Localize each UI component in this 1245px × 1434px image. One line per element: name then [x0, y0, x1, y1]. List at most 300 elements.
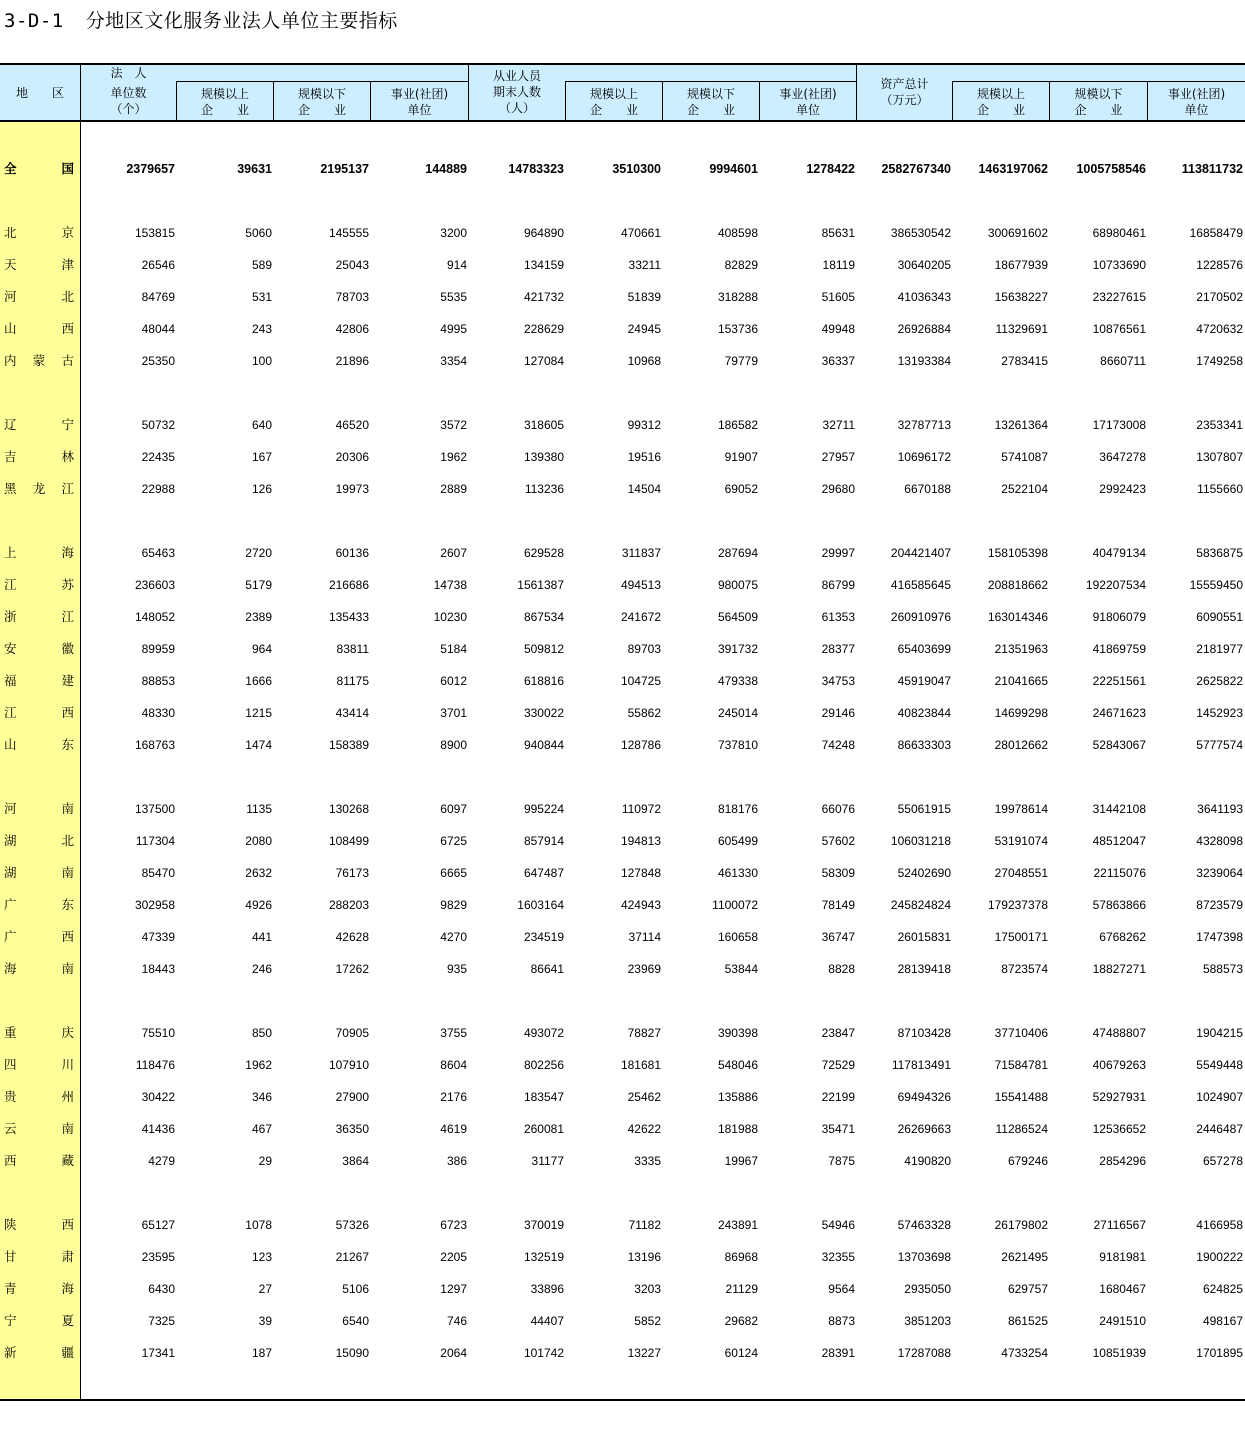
region-name [4, 633, 74, 665]
value-cell: 57602 [821, 834, 855, 848]
value-cell: 3239064 [1196, 866, 1243, 880]
value-cell: 9829 [440, 898, 467, 912]
value-cell: 311837 [621, 546, 661, 560]
value-cell: 13193384 [897, 354, 951, 368]
value-cell: 6725 [440, 834, 467, 848]
header-employees-small: 规模以下 企 业 [686, 86, 735, 117]
value-cell: 3572 [440, 418, 467, 432]
region-name [4, 569, 74, 601]
region-name-char: 龙 [32, 481, 46, 496]
value-cell: 44407 [530, 1314, 564, 1328]
value-cell: 1747398 [1196, 930, 1243, 944]
region-name [4, 665, 74, 697]
value-cell: 318605 [523, 418, 564, 432]
value-cell: 13703698 [897, 1250, 951, 1264]
value-cell: 65127 [141, 1218, 175, 1232]
value-cell: 21041665 [994, 674, 1048, 688]
value-cell: 33211 [628, 258, 661, 272]
value-cell: 126 [251, 482, 272, 496]
value-cell: 4619 [440, 1122, 467, 1136]
table-row [0, 665, 1245, 697]
table-row [0, 217, 1245, 249]
value-cell: 4166958 [1196, 1218, 1243, 1232]
value-cell: 47339 [141, 930, 175, 944]
value-cell: 36747 [821, 930, 855, 944]
value-cell: 33896 [530, 1282, 564, 1296]
value-cell: 23227615 [1092, 290, 1146, 304]
value-cell: 1005758546 [1076, 162, 1146, 176]
value-cell: 45919047 [897, 674, 951, 688]
value-cell: 2720 [245, 546, 272, 560]
region-name-char: 南 [61, 865, 74, 880]
value-cell: 3755 [440, 1026, 467, 1040]
value-cell: 29682 [724, 1314, 758, 1328]
value-cell: 408598 [717, 226, 758, 240]
value-cell: 302958 [134, 898, 175, 912]
value-cell: 1680467 [1099, 1282, 1146, 1296]
value-cell: 940844 [523, 738, 564, 752]
value-cell: 1307807 [1196, 450, 1243, 464]
header-employees: 从业人员 期末人数 （人） [492, 69, 541, 115]
header-employees-institution: 事业(社团) 单位 [779, 86, 837, 117]
value-cell: 104725 [620, 674, 661, 688]
header-assets-small: 规模以下 企 业 [1074, 86, 1123, 117]
value-cell: 89959 [141, 642, 175, 656]
value-cell: 14504 [627, 482, 661, 496]
region-name [4, 345, 74, 377]
value-cell: 32711 [822, 418, 855, 432]
value-cell: 84769 [141, 290, 175, 304]
value-cell: 13227 [627, 1346, 661, 1360]
value-cell: 11286524 [995, 1122, 1048, 1136]
region-name-char: 吉 [4, 449, 17, 464]
value-cell: 4733254 [1001, 1346, 1048, 1360]
region-name-char: 林 [61, 449, 74, 464]
region-name-char: 辽 [4, 417, 17, 432]
value-cell: 318288 [717, 290, 758, 304]
region-name-char: 南 [61, 961, 74, 976]
value-cell: 82829 [724, 258, 758, 272]
region-name-char: 疆 [61, 1345, 74, 1360]
region-name-char: 南 [61, 801, 74, 816]
value-cell: 18827271 [1092, 962, 1146, 976]
table-row [0, 409, 1245, 441]
value-cell: 4279 [148, 1154, 175, 1168]
region-name [4, 793, 74, 825]
value-cell: 57863866 [1092, 898, 1146, 912]
value-cell: 470661 [620, 226, 661, 240]
value-cell: 22435 [141, 450, 175, 464]
table-row [0, 1337, 1245, 1369]
value-cell: 57463328 [897, 1218, 951, 1232]
value-cell: 27900 [335, 1090, 369, 1104]
value-cell: 5836875 [1196, 546, 1243, 560]
value-cell: 130268 [328, 802, 369, 816]
value-cell: 746 [446, 1314, 467, 1328]
value-cell: 2353341 [1196, 418, 1243, 432]
value-cell: 14738 [433, 578, 467, 592]
value-cell: 79779 [724, 354, 758, 368]
value-cell: 867534 [523, 610, 564, 624]
value-cell: 86799 [821, 578, 855, 592]
value-cell: 15559450 [1189, 578, 1243, 592]
value-cell: 29 [258, 1154, 272, 1168]
value-cell: 23595 [141, 1250, 175, 1264]
region-name-char: 徽 [61, 641, 74, 656]
value-cell: 22199 [821, 1090, 855, 1104]
region-name-char: 江 [4, 705, 17, 720]
value-cell: 113811732 [1181, 162, 1243, 176]
value-cell: 65403699 [897, 642, 951, 656]
value-cell: 74248 [821, 738, 855, 752]
value-cell: 134159 [523, 258, 564, 272]
value-cell: 3851203 [904, 1314, 951, 1328]
table-code: 3-D-1 [4, 10, 64, 32]
table-row [0, 953, 1245, 985]
value-cell: 243 [251, 322, 272, 336]
value-cell: 2854296 [1099, 1154, 1146, 1168]
table-row [0, 1017, 1245, 1049]
value-cell: 629528 [523, 546, 564, 560]
value-cell: 183547 [523, 1090, 564, 1104]
value-cell: 26926884 [897, 322, 951, 336]
value-cell: 1297 [440, 1282, 467, 1296]
value-cell: 6012 [440, 674, 467, 688]
value-cell: 17173008 [1092, 418, 1146, 432]
value-cell: 10733690 [1092, 258, 1146, 272]
region-name-char: 河 [4, 801, 17, 816]
value-cell: 995224 [523, 802, 564, 816]
value-cell: 245824824 [890, 898, 951, 912]
value-cell: 8604 [440, 1058, 467, 1072]
region-name-char: 南 [61, 1121, 74, 1136]
value-cell: 245014 [717, 706, 758, 720]
value-cell: 6670188 [904, 482, 951, 496]
value-cell: 100 [251, 354, 272, 368]
region-name [4, 409, 74, 441]
value-cell: 629757 [1007, 1282, 1048, 1296]
value-cell: 15090 [335, 1346, 369, 1360]
value-cell: 52402690 [897, 866, 951, 880]
value-cell: 101742 [523, 1346, 564, 1360]
value-cell: 6430 [148, 1282, 175, 1296]
value-cell: 3864 [342, 1154, 369, 1168]
value-cell: 2181977 [1196, 642, 1243, 656]
value-cell: 42806 [335, 322, 369, 336]
region-name-char: 山 [4, 321, 17, 336]
value-cell: 5106 [342, 1282, 369, 1296]
value-cell: 28377 [821, 642, 855, 656]
value-cell: 86633303 [897, 738, 951, 752]
table-row [0, 537, 1245, 569]
value-cell: 2632 [245, 866, 272, 880]
region-name-char: 津 [61, 257, 74, 272]
value-cell: 5184 [440, 642, 467, 656]
value-cell: 3647278 [1099, 450, 1146, 464]
value-cell: 7325 [148, 1314, 175, 1328]
value-cell: 163014346 [987, 610, 1048, 624]
table-row [0, 857, 1245, 889]
value-cell: 29146 [821, 706, 855, 720]
value-cell: 135433 [328, 610, 369, 624]
value-cell: 158389 [328, 738, 369, 752]
region-name-char: 甘 [4, 1249, 17, 1264]
value-cell: 1904215 [1196, 1026, 1243, 1040]
value-cell: 1749258 [1196, 354, 1243, 368]
value-cell: 857914 [523, 834, 564, 848]
value-cell: 330022 [523, 706, 564, 720]
value-cell: 4995 [440, 322, 467, 336]
value-cell: 10968 [627, 354, 661, 368]
value-cell: 25350 [141, 354, 175, 368]
value-cell: 50732 [141, 418, 175, 432]
table-row [0, 1209, 1245, 1241]
value-cell: 78703 [335, 290, 369, 304]
value-cell: 29997 [821, 546, 855, 560]
value-cell: 54946 [821, 1218, 855, 1232]
value-cell: 370019 [523, 1218, 564, 1232]
value-cell: 12536652 [1092, 1122, 1146, 1136]
value-cell: 10696172 [897, 450, 951, 464]
region-name-char: 贵 [4, 1089, 17, 1104]
region-name-char: 海 [61, 545, 74, 560]
region-name-char: 广 [4, 897, 17, 912]
table-row [0, 1049, 1245, 1081]
value-cell: 27116567 [1093, 1218, 1146, 1232]
value-cell: 53844 [724, 962, 758, 976]
table-row [0, 569, 1245, 601]
value-cell: 187 [251, 1346, 272, 1360]
value-cell: 6723 [440, 1218, 467, 1232]
value-cell: 31177 [531, 1154, 564, 1168]
region-name-char: 重 [4, 1025, 17, 1040]
table-row [0, 601, 1245, 633]
value-cell: 3641193 [1197, 802, 1243, 816]
region-name-char: 州 [61, 1089, 74, 1104]
value-cell: 679246 [1007, 1154, 1048, 1168]
value-cell: 36350 [335, 1122, 369, 1136]
value-cell: 737810 [717, 738, 758, 752]
value-cell: 57326 [335, 1218, 369, 1232]
value-cell: 135886 [717, 1090, 758, 1104]
value-cell: 1962 [245, 1058, 272, 1072]
value-cell: 386530542 [890, 226, 951, 240]
value-cell: 8723579 [1196, 898, 1243, 912]
value-cell: 2783415 [1001, 354, 1048, 368]
value-cell: 17287088 [897, 1346, 951, 1360]
value-cell: 26179802 [994, 1218, 1048, 1232]
value-cell: 194813 [620, 834, 661, 848]
value-cell: 3203 [634, 1282, 661, 1296]
region-name-char: 西 [61, 321, 74, 336]
value-cell: 127084 [523, 354, 564, 368]
value-cell: 2522104 [1001, 482, 1048, 496]
table-row [0, 633, 1245, 665]
value-cell: 234519 [523, 930, 564, 944]
value-cell: 2195137 [320, 162, 369, 176]
value-cell: 1228576 [1196, 258, 1243, 272]
value-cell: 2607 [440, 546, 467, 560]
region-name-char: 宁 [61, 417, 74, 432]
value-cell: 48512047 [1092, 834, 1146, 848]
value-cell: 153815 [134, 226, 175, 240]
value-cell: 29680 [821, 482, 855, 496]
value-cell: 27 [258, 1282, 272, 1296]
table-row [0, 1305, 1245, 1337]
region-name-char: 西 [61, 705, 74, 720]
value-cell: 8660711 [1100, 354, 1146, 368]
value-cell: 390398 [717, 1026, 758, 1040]
value-cell: 40479134 [1092, 546, 1146, 560]
value-cell: 17500171 [994, 930, 1048, 944]
value-cell: 5535 [440, 290, 467, 304]
value-cell: 28391 [821, 1346, 855, 1360]
region-name [4, 1145, 74, 1177]
region-name-char: 建 [61, 673, 74, 688]
region-name-char: 古 [61, 353, 74, 368]
value-cell: 11329691 [995, 322, 1048, 336]
value-cell: 6090551 [1196, 610, 1243, 624]
region-name [4, 1273, 74, 1305]
region-name-char: 夏 [61, 1313, 74, 1328]
region-name [4, 1241, 74, 1273]
value-cell: 37710406 [994, 1026, 1048, 1040]
value-cell: 288203 [328, 898, 369, 912]
value-cell: 27957 [821, 450, 855, 464]
value-cell: 2064 [440, 1346, 467, 1360]
value-cell: 118476 [135, 1058, 175, 1072]
value-cell: 2935050 [904, 1282, 951, 1296]
value-cell: 28012662 [994, 738, 1048, 752]
value-cell: 13196 [627, 1250, 661, 1264]
region-name-char: 湖 [4, 865, 17, 880]
value-cell: 21267 [335, 1250, 369, 1264]
region-name [4, 281, 74, 313]
header-units-small: 规模以下 企 业 [297, 86, 346, 117]
header-units-institution: 事业(社团) 单位 [390, 86, 449, 117]
value-cell: 19967 [724, 1154, 758, 1168]
table-row [0, 1081, 1245, 1113]
value-cell: 964890 [523, 226, 564, 240]
table-row [0, 473, 1245, 505]
value-cell: 7875 [828, 1154, 855, 1168]
region-name-char: 北 [61, 833, 74, 848]
region-name-char: 湖 [4, 833, 17, 848]
value-cell: 1278422 [806, 162, 855, 176]
value-cell: 48330 [141, 706, 175, 720]
region-name-char: 北 [61, 289, 74, 304]
value-cell: 99312 [627, 418, 661, 432]
value-cell: 1215 [245, 706, 272, 720]
value-cell: 117304 [135, 834, 175, 848]
value-cell: 181681 [620, 1058, 661, 1072]
header-units-large: 规模以上 企 业 [200, 86, 249, 117]
table-row [0, 281, 1245, 313]
table-row [0, 793, 1245, 825]
value-cell: 85631 [821, 226, 855, 240]
value-cell: 110972 [621, 802, 661, 816]
value-cell: 421732 [523, 290, 564, 304]
region-name [4, 249, 74, 281]
value-cell: 127848 [620, 866, 661, 880]
region-name [4, 921, 74, 953]
value-cell: 861525 [1007, 1314, 1048, 1328]
value-cell: 34753 [821, 674, 855, 688]
region-name [4, 1209, 74, 1241]
value-cell: 16858479 [1189, 226, 1243, 240]
value-cell: 5741087 [1001, 450, 1048, 464]
value-cell: 204421407 [890, 546, 951, 560]
value-cell: 86641 [530, 962, 564, 976]
value-cell: 4270 [440, 930, 467, 944]
table-row [0, 889, 1245, 921]
value-cell: 2389 [245, 610, 272, 624]
region-name-char: 蒙 [32, 353, 46, 368]
value-cell: 243891 [717, 1218, 758, 1232]
table-row [0, 825, 1245, 857]
value-cell: 52843067 [1092, 738, 1146, 752]
region-name [4, 857, 74, 889]
region-name-char: 江 [61, 481, 74, 496]
value-cell: 461330 [717, 866, 758, 880]
value-cell: 241672 [620, 610, 661, 624]
value-cell: 69494326 [897, 1090, 951, 1104]
value-cell: 3510300 [612, 162, 661, 176]
value-cell: 2621495 [1001, 1250, 1048, 1264]
value-cell: 3200 [440, 226, 467, 240]
value-cell: 498167 [1202, 1314, 1243, 1328]
header-employees-large: 规模以上 企 业 [589, 86, 638, 117]
value-cell: 9994601 [709, 162, 758, 176]
value-cell: 19973 [335, 482, 369, 496]
value-cell: 21129 [725, 1282, 758, 1296]
value-cell: 10851939 [1092, 1346, 1146, 1360]
value-cell: 18443 [141, 962, 175, 976]
region-name-char: 肃 [61, 1249, 74, 1264]
value-cell: 8828 [828, 962, 855, 976]
region-name-char: 庆 [61, 1025, 74, 1040]
value-cell: 441 [251, 930, 272, 944]
value-cell: 20306 [335, 450, 369, 464]
value-cell: 53191074 [994, 834, 1048, 848]
region-name-char: 西 [61, 1217, 74, 1232]
value-cell: 40679263 [1092, 1058, 1146, 1072]
value-cell: 964 [251, 642, 272, 656]
value-cell: 1474 [245, 738, 272, 752]
region-name-char: 江 [4, 577, 17, 592]
region-name-char: 新 [4, 1345, 17, 1360]
value-cell: 71182 [628, 1218, 661, 1232]
region-name [4, 1305, 74, 1337]
value-cell: 10230 [433, 610, 467, 624]
value-cell: 1962 [440, 450, 467, 464]
value-cell: 657278 [1202, 1154, 1243, 1168]
value-cell: 23969 [627, 962, 661, 976]
region-name [4, 697, 74, 729]
region-name-char: 藏 [61, 1153, 74, 1168]
header-units-count: 单位数 （个） [110, 85, 147, 116]
value-cell: 55061915 [897, 802, 951, 816]
value-cell: 179237378 [987, 898, 1048, 912]
value-cell: 208818662 [987, 578, 1048, 592]
value-cell: 78149 [821, 898, 855, 912]
value-cell: 531 [251, 290, 272, 304]
header-assets: 资产总计 （万元） [880, 77, 929, 107]
value-cell: 17341 [141, 1346, 175, 1360]
value-cell: 49948 [821, 322, 855, 336]
region-name-char: 东 [61, 897, 74, 912]
region-name-char: 江 [61, 609, 74, 624]
